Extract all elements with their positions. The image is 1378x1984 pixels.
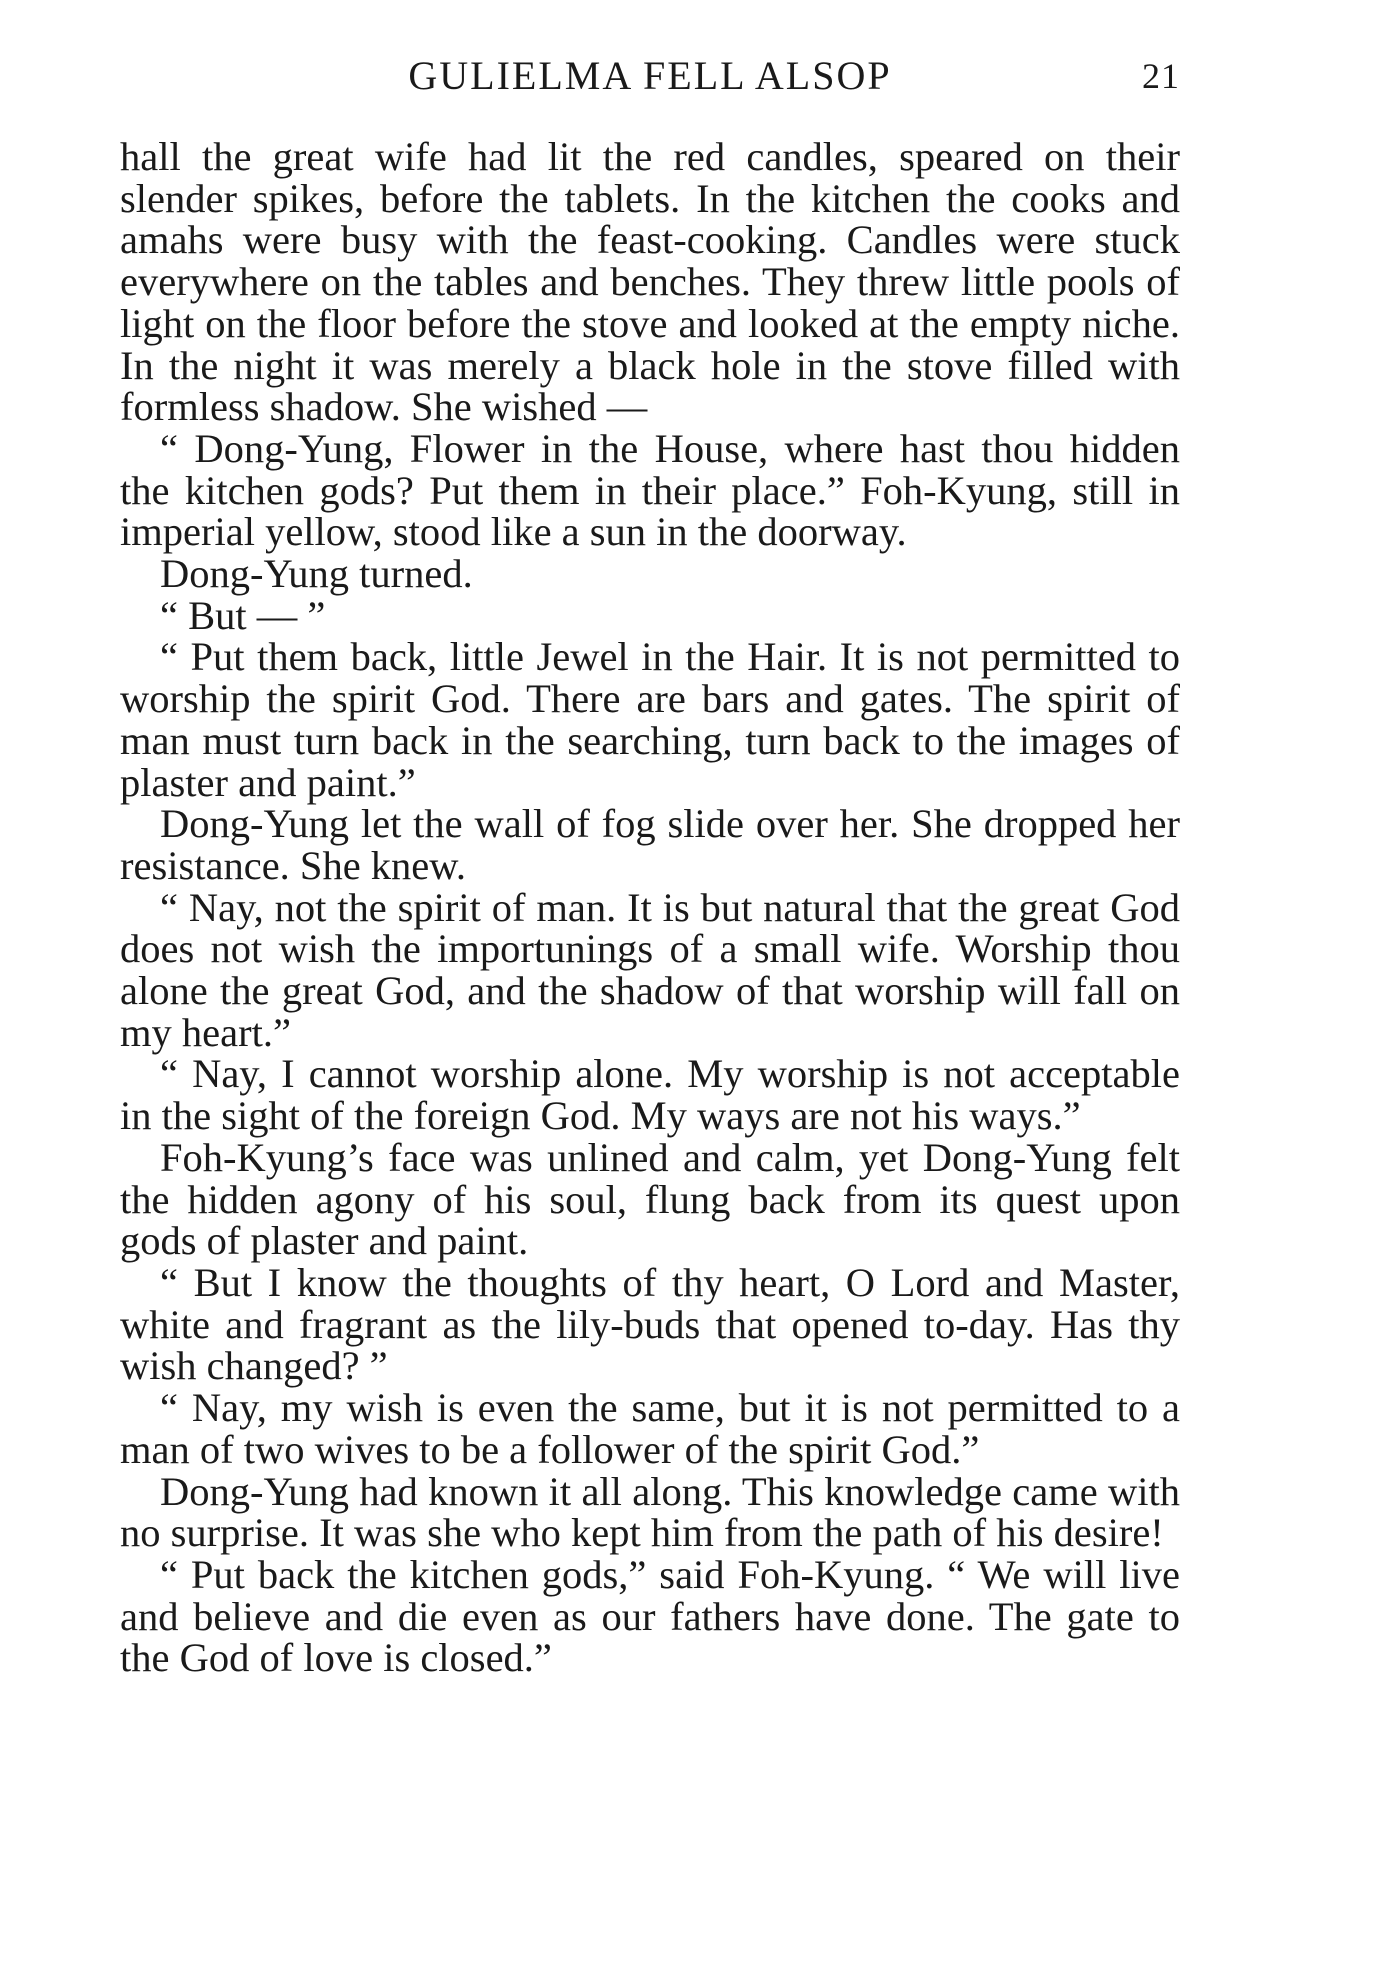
running-head bbox=[120, 50, 1180, 102]
paragraph: “ Nay, my wish is even the same, but it is not permitted to a man of two wives to be a follower of the spirit God.” bbox=[120, 1385, 1180, 1472]
paragraph: “ Nay, not the spirit of man. It is but natural that the great God does not wish the importunings of a small wife. Worship thou alone the great God, and the shadow of that worship will fall on my heart.” bbox=[120, 884, 1180, 1055]
paragraph: Dong-Yung had known it all along. This knowledge came with no surprise. It was she who kept him from the path of his desire! bbox=[120, 1468, 1180, 1556]
running-title: GULIELMA FELL ALSOP bbox=[408, 53, 892, 98]
paragraph: “ Nay, I cannot worship alone. My worship is not acceptable in the sight of the foreign God. My ways are not his ways.” bbox=[120, 1051, 1180, 1139]
paragraph: Foh-Kyung’s face was unlined and calm, yet Dong-Yung felt the hidden agony of his soul, flung back from its quest upon gods of plaster and paint. bbox=[120, 1134, 1180, 1264]
paragraph: Dong-Yung turned. bbox=[160, 551, 473, 597]
body-text bbox=[120, 136, 1180, 1679]
paragraph: “ Dong-Yung, Flower in the House, where hast thou hidden the kitchen gods? Put them in their place.” Foh-Kyung, still in imperial yellow, stood like a sun in the doorway. bbox=[120, 425, 1180, 555]
paragraph: “ But — ” bbox=[160, 592, 326, 638]
paragraph: “ Put back the kitchen gods,” said Foh-Kyung. “ We will live and believe and die even as our fathers have done. The gate to the God of love is closed.” bbox=[120, 1551, 1180, 1681]
paragraph: hall the great wife had lit the red candles, speared on their slender spikes, before the tablets. In the kitchen the cooks and amahs were busy with the feast-cooking. Candles were stuck everywhere on the tables and benches. They threw little pools of light on the floor before the stove and looked at the empty niche. In the night it was merely a black hole in the stove filled with formless shadow. She wished — bbox=[120, 134, 1180, 430]
page-number: 21 bbox=[1142, 56, 1180, 96]
paragraph: “ Put them back, little Jewel in the Hair. It is not permitted to worship the spirit God. There are bars and gates. The spirit of man must turn back in the searching, turn back to the images of plaster and paint.” bbox=[120, 634, 1180, 805]
paragraph: Dong-Yung let the wall of fog slide over her. She dropped her resistance. She knew. bbox=[120, 801, 1180, 888]
paragraph: “ But I know the thoughts of thy heart, O Lord and Master, white and fragrant as the lily-buds that opened to-day. Has thy wish changed? ” bbox=[120, 1259, 1180, 1389]
